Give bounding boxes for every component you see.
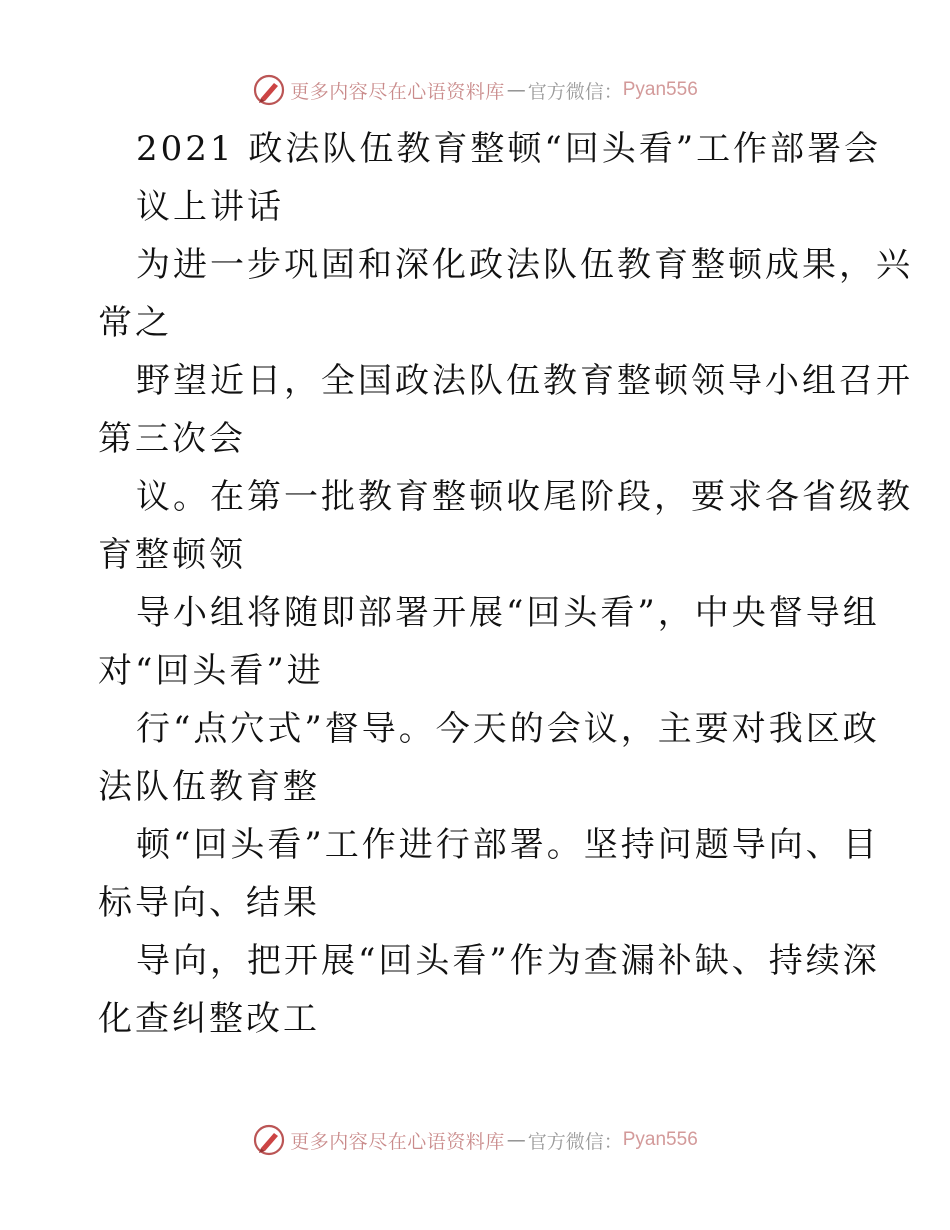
watermark-wechat-id: Pyan556 [622,1129,698,1150]
doc-line-2: 议上讲话 [136,187,284,227]
doc-line-1: 2021 政法队伍教育整顿“回头看”工作部署会 [136,129,882,169]
doc-line-9: 导小组将随即部署开展“回头看”，中央督导组 [136,593,880,633]
doc-line-7: 议。在第一批教育整顿收尾阶段，要求各省级教 [136,477,913,517]
document-body [98,120,913,1048]
watermark-wechat-label: 官方微信： [527,1130,623,1153]
doc-line-6: 第三次会 [98,419,246,459]
doc-line-5: 野望近日，全国政法队伍教育整顿领导小组召开 [136,361,913,401]
doc-line-12: 法队伍教育整 [98,767,320,807]
watermark-wechat-id: Pyan556 [622,79,698,100]
doc-line-11: 行“点穴式”督导。今天的会议，主要对我区政 [136,709,880,749]
doc-line-4: 常之 [98,303,172,343]
watermark-separator: — [506,79,526,101]
watermark-separator: — [506,1129,526,1151]
doc-line-14: 标导向、结果 [98,883,320,923]
doc-line-16: 化查纠整改工 [98,999,320,1039]
doc-line-3: 为进一步巩固和深化政法队伍教育整顿成果，兴 [136,245,913,285]
pen-logo-icon [252,73,286,107]
doc-line-10: 对“回头看”进 [98,651,324,691]
watermark-text: 更多内容尽在心语资料库 [290,80,505,103]
doc-line-15: 导向，把开展“回头看”作为查漏补缺、持续深 [136,941,880,981]
doc-line-13: 顿“回头看”工作进行部署。坚持问题导向、目 [136,825,880,865]
pen-logo-icon [252,1123,286,1157]
doc-line-8: 育整顿领 [98,535,246,575]
header-watermark [0,70,950,110]
footer-watermark [0,1120,950,1160]
watermark-text: 更多内容尽在心语资料库 [290,1130,505,1153]
watermark-wechat-label: 官方微信： [527,80,623,103]
